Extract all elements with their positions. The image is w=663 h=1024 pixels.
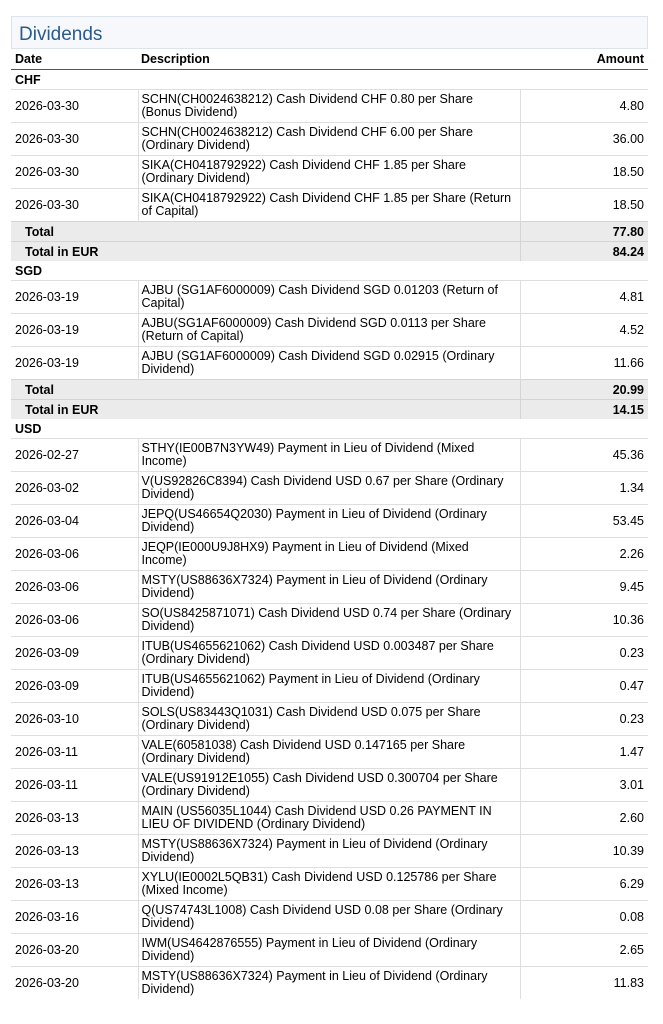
table-row [11,538,648,571]
row-date: 2026-03-13 [11,835,138,868]
row-description: MAIN (US56035L1044) Cash Dividend USD 0.26 PAYMENT IN LIEU OF DIVIDEND (Ordinary Dividend) [138,802,520,835]
row-date: 2026-03-13 [11,802,138,835]
table-row [11,901,648,934]
row-amount: 9.45 [520,571,648,604]
row-amount: 0.08 [520,901,648,934]
total-spacer [138,380,520,400]
row-description: V(US92826C8394) Cash Dividend USD 0.67 per Share (Ordinary Dividend) [138,472,520,505]
row-amount: 6.29 [520,868,648,901]
currency-label: CHF [11,70,648,90]
row-description: Q(US74743L1008) Cash Dividend USD 0.08 per Share (Ordinary Dividend) [138,901,520,934]
row-date: 2026-03-11 [11,769,138,802]
table-row [11,314,648,347]
row-amount: 4.80 [520,90,648,123]
row-description: AJBU(SG1AF6000009) Cash Dividend SGD 0.0113 per Share (Return of Capital) [138,314,520,347]
table-row [11,472,648,505]
total-amount: 20.99 [520,380,648,400]
row-amount: 0.23 [520,637,648,670]
row-amount: 0.23 [520,703,648,736]
row-amount: 11.83 [520,967,648,1000]
row-date: 2026-03-19 [11,281,138,314]
currency-label: USD [11,419,648,439]
table-row [11,637,648,670]
column-header-description: Description [138,49,520,70]
row-date: 2026-03-30 [11,90,138,123]
table-row [11,571,648,604]
row-amount: 10.39 [520,835,648,868]
table-body [11,70,648,1000]
table-row [11,90,648,123]
row-date: 2026-03-30 [11,156,138,189]
row-description: SCHN(CH0024638212) Cash Dividend CHF 0.80 per Share (Bonus Dividend) [138,90,520,123]
section-header [11,16,648,49]
total-row [11,380,648,400]
total-amount: 84.24 [520,242,648,262]
row-description: VALE(US91912E1055) Cash Dividend USD 0.300704 per Share (Ordinary Dividend) [138,769,520,802]
row-date: 2026-03-16 [11,901,138,934]
row-description: SO(US8425871071) Cash Dividend USD 0.74 per Share (Ordinary Dividend) [138,604,520,637]
row-date: 2026-03-10 [11,703,138,736]
column-header-date: Date [11,49,138,70]
row-description: VALE(60581038) Cash Dividend USD 0.147165 per Share (Ordinary Dividend) [138,736,520,769]
total-label: Total [11,380,138,400]
row-description: MSTY(US88636X7324) Payment in Lieu of Dividend (Ordinary Dividend) [138,835,520,868]
row-description: ITUB(US4655621062) Cash Dividend USD 0.003487 per Share (Ordinary Dividend) [138,637,520,670]
row-date: 2026-03-09 [11,670,138,703]
row-date: 2026-03-20 [11,934,138,967]
table-row [11,703,648,736]
total-amount: 14.15 [520,400,648,420]
row-date: 2026-02-27 [11,439,138,472]
row-description: SCHN(CH0024638212) Cash Dividend CHF 6.00 per Share (Ordinary Dividend) [138,123,520,156]
row-amount: 36.00 [520,123,648,156]
row-amount: 1.47 [520,736,648,769]
row-description: IWM(US4642876555) Payment in Lieu of Dividend (Ordinary Dividend) [138,934,520,967]
total-label: Total in EUR [11,242,138,262]
row-date: 2026-03-09 [11,637,138,670]
table-row [11,967,648,1000]
row-amount: 4.52 [520,314,648,347]
row-amount: 3.01 [520,769,648,802]
row-amount: 45.36 [520,439,648,472]
row-amount: 18.50 [520,156,648,189]
row-description: SIKA(CH0418792922) Cash Dividend CHF 1.85 per Share (Ordinary Dividend) [138,156,520,189]
row-date: 2026-03-06 [11,604,138,637]
row-date: 2026-03-13 [11,868,138,901]
row-date: 2026-03-19 [11,314,138,347]
total-row [11,222,648,242]
currency-group-header [11,419,648,439]
row-description: AJBU (SG1AF6000009) Cash Dividend SGD 0.02915 (Ordinary Dividend) [138,347,520,380]
row-amount: 53.45 [520,505,648,538]
row-amount: 2.65 [520,934,648,967]
row-date: 2026-03-02 [11,472,138,505]
total-label: Total [11,222,138,242]
table-row [11,189,648,222]
row-amount: 1.34 [520,472,648,505]
row-description: ITUB(US4655621062) Payment in Lieu of Dividend (Ordinary Dividend) [138,670,520,703]
row-date: 2026-03-06 [11,571,138,604]
total-spacer [138,400,520,420]
row-description: MSTY(US88636X7324) Payment in Lieu of Dividend (Ordinary Dividend) [138,967,520,1000]
row-date: 2026-03-30 [11,123,138,156]
row-description: JEPQ(US46654Q2030) Payment in Lieu of Dividend (Ordinary Dividend) [138,505,520,538]
table-row [11,123,648,156]
row-date: 2026-03-06 [11,538,138,571]
total-eur-row [11,400,648,420]
total-eur-row [11,242,648,262]
table-row [11,281,648,314]
row-description: JEQP(IE000U9J8HX9) Payment in Lieu of Dividend (Mixed Income) [138,538,520,571]
total-spacer [138,242,520,262]
row-amount: 10.36 [520,604,648,637]
currency-group-header [11,261,648,281]
table-row [11,934,648,967]
row-description: XYLU(IE0002L5QB31) Cash Dividend USD 0.125786 per Share (Mixed Income) [138,868,520,901]
table-row [11,505,648,538]
dividends-table [11,49,648,999]
table-row [11,868,648,901]
row-description: AJBU (SG1AF6000009) Cash Dividend SGD 0.01203 (Return of Capital) [138,281,520,314]
row-description: SIKA(CH0418792922) Cash Dividend CHF 1.85 per Share (Return of Capital) [138,189,520,222]
table-row [11,802,648,835]
section-title: Dividends [19,23,103,45]
total-amount: 77.80 [520,222,648,242]
table-row [11,347,648,380]
column-header-amount: Amount [520,49,648,70]
row-date: 2026-03-30 [11,189,138,222]
row-amount: 11.66 [520,347,648,380]
table-row [11,670,648,703]
table-row [11,439,648,472]
currency-group-header [11,70,648,90]
row-date: 2026-03-04 [11,505,138,538]
table-header-row [11,49,648,70]
row-description: MSTY(US88636X7324) Payment in Lieu of Dividend (Ordinary Dividend) [138,571,520,604]
total-spacer [138,222,520,242]
row-amount: 18.50 [520,189,648,222]
dividends-section [11,16,648,999]
currency-label: SGD [11,261,648,281]
table-row [11,604,648,637]
row-description: SOLS(US83443Q1031) Cash Dividend USD 0.075 per Share (Ordinary Dividend) [138,703,520,736]
total-label: Total in EUR [11,400,138,420]
row-amount: 2.26 [520,538,648,571]
row-date: 2026-03-11 [11,736,138,769]
table-row [11,736,648,769]
table-row [11,835,648,868]
table-row [11,156,648,189]
row-date: 2026-03-20 [11,967,138,1000]
row-amount: 2.60 [520,802,648,835]
table-row [11,769,648,802]
row-description: STHY(IE00B7N3YW49) Payment in Lieu of Dividend (Mixed Income) [138,439,520,472]
row-date: 2026-03-19 [11,347,138,380]
row-amount: 0.47 [520,670,648,703]
row-amount: 4.81 [520,281,648,314]
